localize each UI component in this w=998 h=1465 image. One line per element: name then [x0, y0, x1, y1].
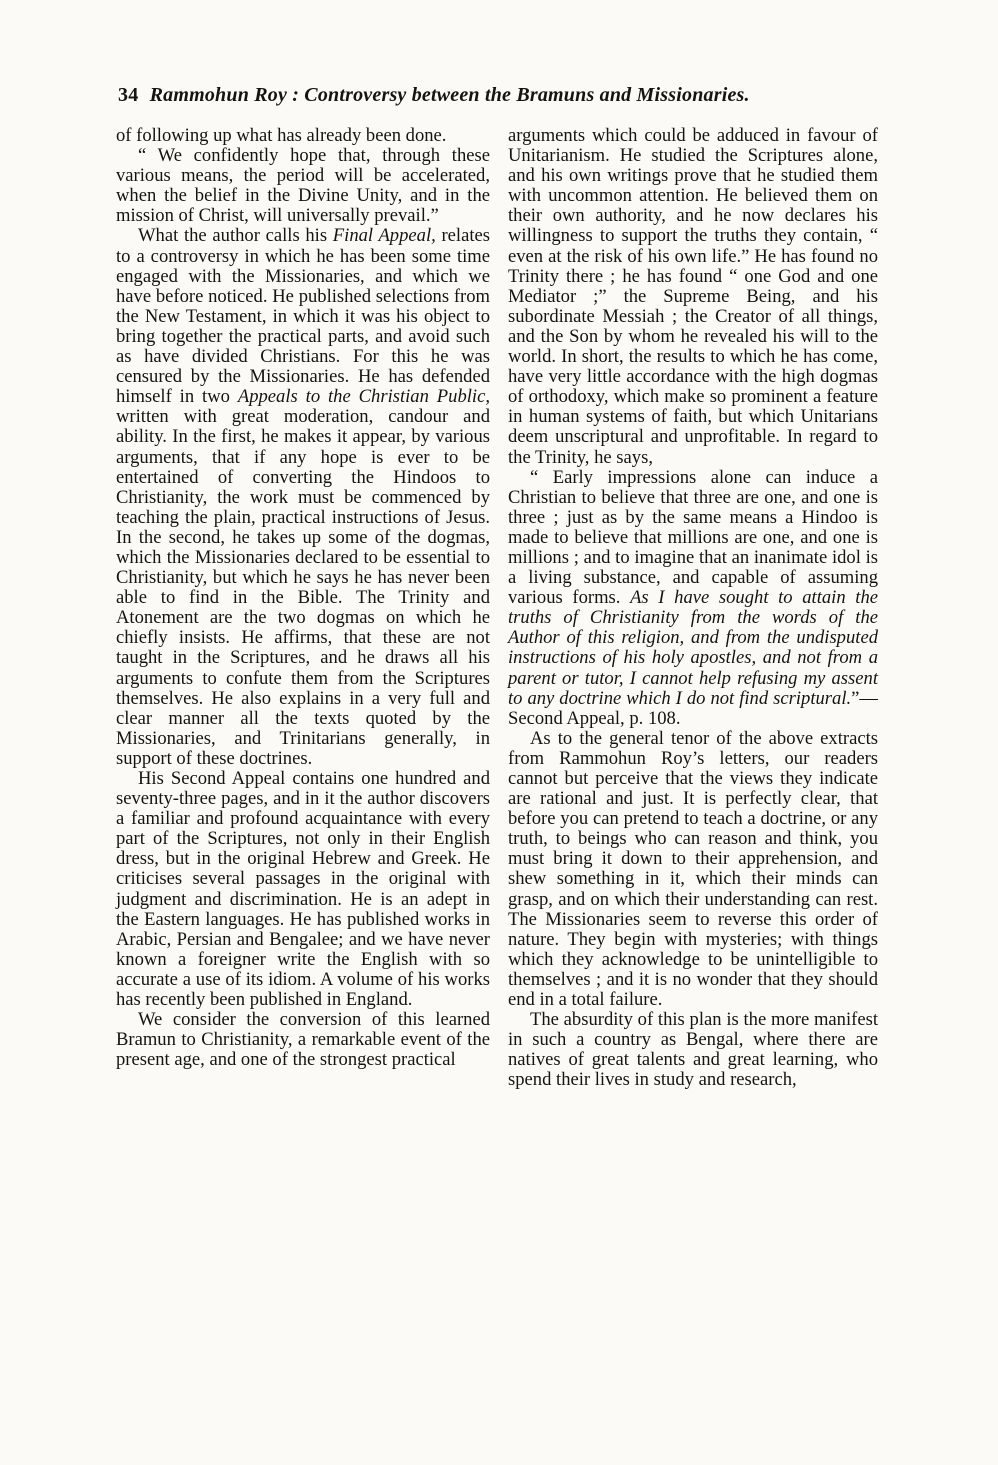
right-paragraph-4: The absurdity of this plan is the more manifest in such a country as Bengal, where there are natives of great talents and great learning, who spend their lives in study and research,: [508, 1009, 878, 1091]
right-column: [508, 126, 878, 1091]
quote-text-a: “ Early impressions alone can induce a Christian to believe that three are one, and one is three ; just as by the same means a Hindoo is made to believe that millions are one, and one is millions ; and to imagine that an inanimate idol is a living substance, and capable of assuming various forms.: [508, 466, 878, 609]
right-paragraph-2: [508, 468, 878, 729]
right-paragraph-1: arguments which could be adduced in favour of Unitarianism. He studied the Scriptures alone, and his own writings prove that he studied them with uncommon attention. He believed them on their own authority, and he now declares his willingness to support the truths they contain, “ even at the risk of his own life.” He has found no Trinity there ; he has found “ one God and one Mediator ;” the Supreme Being, and his subordinate Messiah ; the Creator of all things, and the Son by whom he revealed his will to the world. In short, the results to which he has come, have very little accordance with the high dogmas of orthodoxy, which make so prominent a feature in human systems of faith, but which Unitarians deem unscriptural and unprofitable. In regard to the Trinity, he says,: [508, 125, 878, 468]
left-p3-text-c: relates to a controversy in which he has been some time engaged with the Missionaries, and which we have before noticed. He published selections from the New Testament, in which it was his object to bring together the practical parts, and avoid such as have divided Christians. For this he was censured by the Missionaries. He has defended himself in two: [116, 225, 491, 408]
left-p3-text-a: What the author calls his: [138, 225, 333, 247]
left-paragraph-1: of following up what has already been done.: [116, 125, 447, 146]
left-paragraph-4: His Second Appeal contains one hundred and seventy-three pages, and in it the author discovers a familiar and profound acquaintance with every part of the Scriptures, not only in their English dress, but in the original Hebrew and Greek. He criticises several passages in the original with judgment and discrimination. He is an adept in the Eastern languages. He has published works in Arabic, Persian and Bengalee; and we have never known a foreigner write the English with so accurate a use of its idiom. A volume of his works has recently been published in England.: [116, 768, 490, 1011]
left-column: [116, 126, 490, 1070]
running-header: [118, 84, 878, 107]
right-paragraph-3: As to the general tenor of the above extracts from Rammohun Roy’s letters, our readers cannot but perceive that the views they indicate are rational and just. It is perfectly clear, that before you can pretend to teach a doctrine, or any truth, to beings who can reason and think, you must bring it down to their apprehension, and shew something in it, which their minds can grasp, and on which their understanding can rest. The Missionaries seem to reverse this order of nature. They begin with mysteries; with things which they acknowledge to be unintelligible to themselves ; and it is no wonder that they should end in a total failure.: [508, 727, 878, 1011]
running-title: Rammohun Roy : Controversy between the Bramuns and Missionaries.: [149, 84, 750, 106]
quote-citation: ”—Second Appeal, p. 108.: [508, 687, 878, 729]
quote-italic: As I have sought to attain the truths of Christianity from the words of the Author of this religion, and from the undisputed instructions of his holy apostles, and not from a parent or tutor, I cannot help refusing my assent to any doctrine which I do not find scriptural.: [508, 587, 878, 709]
left-p3-text-e: written with great moderation, candour and ability. In the first, he makes it appear, by various arguments, that if any hope is ever to be entertained of converting the Hindoos to Christianity, the work must be commenced by teaching the plain, practical instructions of Jesus. In the second, he takes up some of the dogmas, which the Missionaries declared to be essential to Christianity, but which he says he has never been able to find in the Bible. The Trinity and Atonement are the two dogmas on which he chiefly insists. He affirms, that these are not taught in the Scriptures, and he draws all his arguments to confute them from the Scriptures themselves. He also explains in a very full and clear manner all the texts quoted by the Missionaries, and Trinitarians generally, in support of these doctrines.: [116, 406, 490, 769]
appeals-title: Appeals to the Christian Public,: [237, 386, 490, 408]
page-number: 34: [118, 84, 139, 106]
left-paragraph-2: “ We confidently hope that, through these various means, the period will be accelerated, when the belief in the Divine Unity, and in the mission of Christ, will universally prevail.”: [116, 145, 490, 227]
final-appeal-title: Final Appeal,: [332, 225, 436, 247]
left-paragraph-3: [116, 226, 490, 769]
left-paragraph-5: We consider the conversion of this learned Bramun to Christianity, a remarkable event of the present age, and one of the strongest practical: [116, 1009, 490, 1071]
